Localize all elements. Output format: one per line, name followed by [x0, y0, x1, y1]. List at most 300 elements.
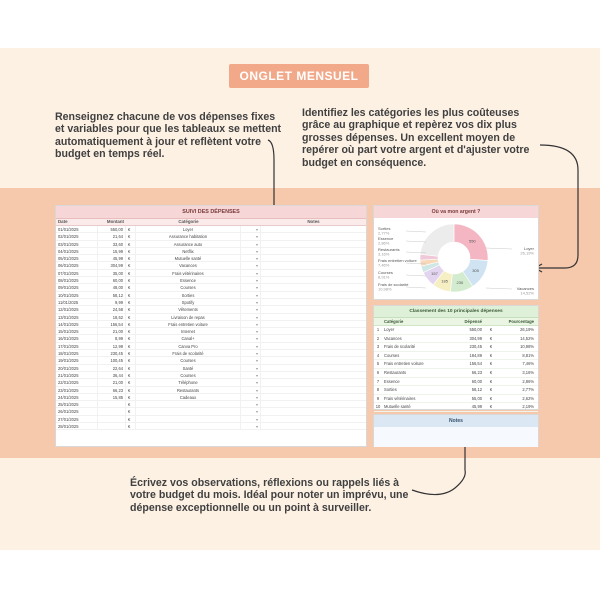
legend-label: Courses	[378, 270, 393, 275]
table-row[interactable]	[56, 401, 366, 408]
cell-categorie[interactable]: Essence	[136, 277, 241, 283]
legend-pct: 14,52%	[520, 290, 534, 296]
annotation-bottom: Écrivez vos observations, réflexions ou rappels liés à votre budget du mois. Idéal pour noter un imprévu, une dépense exceptionnelle ou un point à surveiller.	[130, 477, 409, 514]
legend-pct: 10,98%	[378, 286, 392, 292]
cell-date[interactable]: 08/01/2025	[56, 277, 98, 283]
cell-categorie[interactable]: Mutuelle santé	[136, 255, 241, 261]
cell-montant[interactable]: 21,64	[98, 233, 126, 239]
cell-montant[interactable]: 36,44	[98, 372, 126, 378]
cell-top-amount: 45,99	[471, 404, 482, 410]
cell-top-pct: 2,86%	[522, 378, 534, 384]
cell-notes[interactable]	[261, 387, 366, 393]
spending-chart-sheet	[373, 205, 539, 300]
expense-rows	[56, 226, 366, 430]
cell-notes[interactable]	[261, 270, 366, 276]
cell-montant[interactable]: 60,00	[98, 277, 126, 283]
notes-title: Notes	[374, 415, 538, 427]
cell-date[interactable]: 06/01/2025	[56, 262, 98, 268]
table-row[interactable]	[56, 292, 366, 299]
cell-top-amount: 66,23	[471, 369, 482, 375]
cell-currency: €	[126, 262, 136, 268]
banner-label: ONGLET MENSUEL	[229, 64, 369, 88]
cell-montant[interactable]: 48,00	[98, 284, 126, 290]
cell-categorie[interactable]: Sorties	[136, 292, 241, 298]
table-row[interactable]	[56, 255, 366, 262]
cell-categorie[interactable]	[136, 401, 241, 407]
cell-montant[interactable]: 12,99	[98, 343, 126, 349]
table-row[interactable]	[56, 233, 366, 240]
chevron-down-icon[interactable]: ▾	[241, 262, 261, 268]
cell-montant[interactable]: 230,45	[98, 350, 126, 356]
table-row	[374, 403, 538, 412]
cell-categorie[interactable]: Santé	[136, 365, 241, 371]
cell-notes[interactable]	[261, 365, 366, 371]
chevron-down-icon[interactable]: ▾	[241, 299, 261, 305]
legend-label: Essence	[378, 236, 394, 241]
cell-categorie[interactable]: Frais entretien voiture	[136, 321, 241, 327]
cell-top-pct: 2,77%	[522, 387, 534, 393]
chevron-down-icon[interactable]: ▾	[241, 416, 261, 422]
cell-montant[interactable]	[98, 416, 126, 422]
cell-currency: €	[126, 423, 136, 429]
expense-tracker-header	[56, 219, 366, 226]
cell-date[interactable]: 12/01/2025	[56, 306, 98, 312]
table-row[interactable]	[56, 416, 366, 423]
table-row[interactable]	[56, 321, 366, 328]
cell-montant[interactable]: 45,99	[98, 255, 126, 261]
table-row[interactable]	[56, 387, 366, 394]
notes-sheet	[373, 414, 539, 447]
cell-currency: €	[126, 372, 136, 378]
cell-currency: €	[126, 248, 136, 254]
cell-date[interactable]: 25/01/2025	[56, 401, 98, 407]
cell-categorie[interactable]: Téléphone	[136, 379, 241, 385]
cell-top-pct: 2,19%	[522, 404, 534, 410]
cell-currency: €	[126, 408, 136, 414]
col-currency	[126, 219, 136, 225]
cell-date[interactable]: 20/01/2025	[56, 365, 98, 371]
cell-date[interactable]: 13/01/2025	[56, 314, 98, 320]
cell-currency: €	[126, 350, 136, 356]
cell-currency: €	[126, 343, 136, 349]
cell-notes[interactable]	[261, 248, 366, 254]
cell-montant[interactable]: 21,00	[98, 379, 126, 385]
cell-date[interactable]: 01/01/2025	[56, 226, 98, 232]
table-row[interactable]	[56, 314, 366, 321]
cell-top-amount: 58,12	[471, 387, 482, 393]
cell-top-categorie: Vacances	[384, 335, 402, 341]
cell-top-pct: 10,98%	[520, 344, 534, 350]
cell-date[interactable]: 23/01/2025	[56, 387, 98, 393]
chevron-down-icon[interactable]: ▾	[241, 408, 261, 414]
cell-top-amount: 184,89	[469, 352, 482, 358]
cell-rank: 3	[376, 344, 380, 350]
cell-notes[interactable]	[261, 241, 366, 247]
chevron-down-icon[interactable]: ▾	[241, 233, 261, 239]
chevron-down-icon[interactable]: ▾	[241, 343, 261, 349]
cell-categorie[interactable]: Canal+	[136, 335, 241, 341]
cell-date[interactable]: 11/01/2025	[56, 299, 98, 305]
cell-currency: €	[126, 328, 136, 334]
cell-currency: €	[126, 292, 136, 298]
cell-categorie[interactable]: Netflix	[136, 248, 241, 254]
cell-currency: €	[126, 270, 136, 276]
chevron-down-icon[interactable]: ▾	[241, 372, 261, 378]
chevron-down-icon[interactable]: ▾	[241, 292, 261, 298]
col-top-pct: Pourcentage	[508, 319, 534, 324]
cell-categorie[interactable]: Loyer	[136, 226, 241, 232]
cell-rank: 8	[376, 387, 380, 393]
chevron-down-icon[interactable]: ▾	[241, 350, 261, 356]
cell-notes[interactable]	[261, 233, 366, 239]
chevron-down-icon[interactable]: ▾	[241, 357, 261, 363]
chart-title: Où va mon argent ?	[374, 206, 538, 218]
table-row[interactable]	[56, 350, 366, 357]
cell-date[interactable]: 19/01/2025	[56, 357, 98, 363]
top-expenses-rows	[374, 326, 538, 412]
cell-date[interactable]: 17/01/2025	[56, 343, 98, 349]
cell-top-amount: 304,99	[469, 335, 482, 341]
cell-categorie[interactable]: Assurance auto	[136, 241, 241, 247]
table-row[interactable]	[56, 262, 366, 269]
cell-date[interactable]: 14/01/2025	[56, 321, 98, 327]
cell-notes[interactable]	[261, 292, 366, 298]
expense-tracker-sheet	[55, 205, 367, 447]
cell-top-amount: 60,00	[471, 378, 482, 384]
chevron-down-icon[interactable]: ▾	[241, 226, 261, 232]
cell-notes[interactable]	[261, 408, 366, 414]
top-expenses-sheet	[373, 305, 539, 410]
cell-categorie[interactable]: Canva Pro	[136, 343, 241, 349]
chevron-down-icon[interactable]: ▾	[241, 379, 261, 385]
cell-date[interactable]: 02/01/2025	[56, 233, 98, 239]
cell-notes[interactable]	[261, 226, 366, 232]
pie-slice-autres	[420, 224, 454, 256]
cell-rank: 9	[376, 395, 380, 401]
cell-notes[interactable]	[261, 379, 366, 385]
cell-montant[interactable]: 8,99	[98, 335, 126, 341]
col-top-categorie: Catégorie	[384, 319, 404, 324]
cell-top-pct: 26,19%	[520, 327, 534, 332]
cell-currency: €	[126, 394, 136, 400]
cell-montant[interactable]: 22,64	[98, 365, 126, 371]
cell-categorie[interactable]: Cadeaux	[136, 394, 241, 400]
cell-categorie[interactable]	[136, 416, 241, 422]
chevron-down-icon[interactable]: ▾	[241, 423, 261, 429]
legend-pct: 2,86%	[378, 240, 390, 246]
cell-date[interactable]: 27/01/2025	[56, 416, 98, 422]
cell-montant[interactable]	[98, 401, 126, 407]
cell-montant[interactable]: 21,00	[98, 328, 126, 334]
cell-top-categorie: Essence	[384, 378, 400, 384]
chevron-down-icon[interactable]: ▾	[241, 284, 261, 290]
table-row[interactable]	[56, 335, 366, 342]
cell-notes[interactable]	[261, 262, 366, 268]
cell-date[interactable]: 15/01/2025	[56, 328, 98, 334]
cell-categorie[interactable]: Livraison de repas	[136, 314, 241, 320]
cell-currency: €	[126, 241, 136, 247]
table-row	[374, 369, 538, 378]
cell-montant[interactable]: 35,00	[98, 270, 126, 276]
cell-montant[interactable]: 66,23	[98, 387, 126, 393]
leader-line	[406, 287, 426, 288]
cell-categorie[interactable]: Internet	[136, 328, 241, 334]
table-row[interactable]	[56, 408, 366, 415]
cell-top-pct: 2,62%	[522, 395, 534, 401]
slice-value-label: 185	[441, 278, 448, 284]
legend-label: Sorties	[378, 226, 391, 231]
cell-montant[interactable]: 15,85	[98, 394, 126, 400]
cell-top-currency: €	[489, 361, 493, 367]
slice-value-label: 157	[431, 271, 438, 277]
cell-montant[interactable]: 58,12	[98, 292, 126, 298]
cell-top-categorie: Frais de scolarité	[384, 344, 416, 350]
cell-montant[interactable]: 24,58	[98, 306, 126, 312]
legend-pct: 3,16%	[378, 251, 390, 257]
cell-top-currency: €	[489, 352, 493, 358]
table-row[interactable]	[56, 423, 366, 430]
cell-montant[interactable]	[98, 408, 126, 414]
table-row	[374, 386, 538, 395]
cell-date[interactable]: 09/01/2025	[56, 284, 98, 290]
cell-currency: €	[126, 401, 136, 407]
cell-date[interactable]: 16/01/2025	[56, 335, 98, 341]
legend-label: Frais de scolarité	[378, 282, 409, 287]
cell-notes[interactable]	[261, 350, 366, 356]
cell-date[interactable]: 22/01/2025	[56, 379, 98, 385]
table-row	[374, 343, 538, 352]
cell-currency: €	[126, 299, 136, 305]
table-row	[374, 326, 538, 335]
cell-categorie[interactable]: Vacances	[136, 262, 241, 268]
cell-currency: €	[126, 306, 136, 312]
top-expenses-header	[374, 318, 538, 326]
table-row[interactable]	[56, 306, 366, 313]
table-row[interactable]	[56, 379, 366, 386]
leader-line	[486, 248, 512, 249]
cell-top-pct: 3,16%	[522, 369, 534, 375]
cell-top-currency: €	[489, 344, 493, 350]
cell-date[interactable]: 21/01/2025	[56, 372, 98, 378]
cell-currency: €	[126, 365, 136, 371]
cell-date[interactable]: 07/01/2025	[56, 270, 98, 276]
cell-date[interactable]: 03/01/2025	[56, 241, 98, 247]
cell-categorie[interactable]: Courses	[136, 357, 241, 363]
table-row[interactable]	[56, 372, 366, 379]
table-row[interactable]	[56, 394, 366, 401]
cell-rank: 6	[376, 369, 380, 375]
cell-top-categorie: Restaurants	[384, 369, 407, 375]
col-top-depense: Dépensé	[464, 319, 482, 324]
cell-date[interactable]: 26/01/2025	[56, 408, 98, 414]
table-row[interactable]	[56, 365, 366, 372]
cell-date[interactable]: 10/01/2025	[56, 292, 98, 298]
slice-value-label: 230	[456, 279, 464, 285]
cell-montant[interactable]: 33,60	[98, 241, 126, 247]
table-row[interactable]	[56, 299, 366, 306]
cell-top-categorie: Frais entretien voiture	[384, 361, 424, 367]
cell-categorie[interactable]	[136, 423, 241, 429]
cell-top-currency: €	[489, 404, 493, 410]
table-row[interactable]	[56, 357, 366, 364]
cell-categorie[interactable]	[136, 408, 241, 414]
cell-currency: €	[126, 314, 136, 320]
cell-montant[interactable]: 15,99	[98, 248, 126, 254]
notes-area[interactable]	[374, 427, 538, 447]
cell-currency: €	[126, 387, 136, 393]
cell-notes[interactable]	[261, 277, 366, 283]
cell-currency: €	[126, 321, 136, 327]
top-expenses-title: Classement des 10 principales dépenses	[374, 306, 538, 318]
cell-top-pct: 14,52%	[520, 335, 534, 341]
cell-categorie[interactable]: Restaurants	[136, 387, 241, 393]
cell-currency: €	[126, 357, 136, 363]
cell-montant[interactable]: 18,62	[98, 314, 126, 320]
cell-top-amount: 156,54	[469, 361, 482, 367]
cell-categorie[interactable]: Frais de scolarité	[136, 350, 241, 356]
chevron-down-icon[interactable]: ▾	[241, 255, 261, 261]
cell-top-currency: €	[489, 395, 493, 401]
table-row[interactable]	[56, 277, 366, 284]
chevron-down-icon[interactable]: ▾	[241, 394, 261, 400]
cell-currency: €	[126, 226, 136, 232]
chevron-down-icon[interactable]: ▾	[241, 335, 261, 341]
cell-categorie[interactable]: Courses	[136, 284, 241, 290]
col-categorie: Catégorie	[178, 219, 199, 224]
cell-rank: 10	[375, 404, 381, 410]
cell-notes[interactable]	[261, 299, 366, 305]
leader-line	[406, 231, 426, 232]
chevron-down-icon[interactable]: ▾	[241, 241, 261, 247]
expense-tracker-title: SUIVI DES DÉPENSES	[56, 206, 366, 219]
chevron-down-icon[interactable]: ▾	[241, 401, 261, 407]
legend-pct: 26,19%	[520, 250, 534, 256]
cell-notes[interactable]	[261, 255, 366, 261]
chevron-down-icon[interactable]: ▾	[241, 321, 261, 327]
cell-notes[interactable]	[261, 416, 366, 422]
cell-notes[interactable]	[261, 321, 366, 327]
legend-pct: 2,77%	[378, 230, 390, 236]
cell-notes[interactable]	[261, 335, 366, 341]
table-row[interactable]	[56, 270, 366, 277]
table-row[interactable]	[56, 343, 366, 350]
col-date: Date	[58, 219, 68, 224]
cell-notes[interactable]	[261, 314, 366, 320]
legend-label: Loyer	[523, 246, 534, 251]
cell-currency: €	[126, 233, 136, 239]
cell-notes[interactable]	[261, 372, 366, 378]
col-dropdown	[241, 219, 261, 225]
cell-top-currency: €	[489, 387, 493, 393]
annotation-right: Identifiez les catégories les plus coûteuses grâce au graphique et repèrez vos dix plus grosses dépenses. Un excellent moyen de repérer où part votre argent et d'ajuster votre budget en conséquence.	[302, 107, 530, 169]
cell-rank: 2	[376, 335, 380, 341]
cell-date[interactable]: 18/01/2025	[56, 350, 98, 356]
legend-label: Frais entretien voiture	[378, 258, 417, 263]
cell-notes[interactable]	[261, 306, 366, 312]
chevron-down-icon[interactable]: ▾	[241, 328, 261, 334]
cell-notes[interactable]	[261, 328, 366, 334]
legend-label: Vacances	[516, 286, 534, 291]
cell-montant[interactable]: 304,99	[98, 262, 126, 268]
cell-rank: 1	[376, 327, 380, 332]
cell-top-amount: 230,45	[469, 344, 482, 350]
chevron-down-icon[interactable]: ▾	[241, 387, 261, 393]
cell-montant[interactable]: 100,45	[98, 357, 126, 363]
col-notes: Notes	[307, 219, 320, 224]
cell-date[interactable]: 28/01/2025	[56, 423, 98, 429]
table-row[interactable]	[56, 328, 366, 335]
table-row	[374, 335, 538, 344]
cell-date[interactable]: 05/01/2025	[56, 255, 98, 261]
cell-currency: €	[126, 255, 136, 261]
chevron-down-icon[interactable]: ▾	[241, 365, 261, 371]
leader-line	[406, 241, 426, 242]
table-row[interactable]	[56, 284, 366, 291]
chevron-down-icon[interactable]: ▾	[241, 306, 261, 312]
cell-montant[interactable]: 550,00	[98, 226, 126, 232]
cell-rank: 4	[376, 352, 380, 358]
col-montant: Montant	[106, 219, 124, 224]
table-row	[374, 352, 538, 361]
chevron-down-icon[interactable]: ▾	[241, 270, 261, 276]
table-row[interactable]	[56, 248, 366, 255]
table-row	[374, 378, 538, 387]
cell-top-amount: 55,00	[471, 395, 482, 401]
cell-categorie[interactable]: Vêtements	[136, 306, 241, 312]
legend-label: Restaurants	[378, 247, 400, 252]
cell-rank: 5	[376, 361, 380, 367]
cell-rank: 7	[376, 378, 380, 384]
cell-notes[interactable]	[261, 394, 366, 400]
table-row	[374, 360, 538, 369]
cell-top-categorie: Mutuelle santé	[384, 404, 411, 410]
leader-line	[406, 275, 426, 276]
cell-notes[interactable]	[261, 401, 366, 407]
chevron-down-icon[interactable]: ▾	[241, 248, 261, 254]
table-row	[374, 395, 538, 404]
cell-currency: €	[126, 416, 136, 422]
cell-montant[interactable]: 156,54	[98, 321, 126, 327]
cell-notes[interactable]	[261, 284, 366, 290]
cell-top-pct: 8,81%	[522, 352, 534, 358]
cell-date[interactable]: 24/01/2025	[56, 394, 98, 400]
cell-currency: €	[126, 335, 136, 341]
cell-categorie[interactable]: Assurance habitation	[136, 233, 241, 239]
table-row[interactable]	[56, 226, 366, 233]
chevron-down-icon[interactable]: ▾	[241, 314, 261, 320]
cell-notes[interactable]	[261, 423, 366, 429]
donut-chart	[374, 218, 538, 300]
cell-notes[interactable]	[261, 357, 366, 363]
leader-line	[486, 288, 512, 289]
cell-notes[interactable]	[261, 343, 366, 349]
cell-categorie[interactable]: Frais vétérinaires	[136, 270, 241, 276]
legend-pct: 8,91%	[378, 274, 390, 280]
cell-currency: €	[126, 277, 136, 283]
cell-categorie[interactable]: Spotify	[136, 299, 241, 305]
cell-top-currency: €	[489, 335, 493, 341]
cell-montant[interactable]: 9,99	[98, 299, 126, 305]
cell-currency: €	[126, 379, 136, 385]
cell-date[interactable]: 04/01/2025	[56, 248, 98, 254]
table-row[interactable]	[56, 241, 366, 248]
cell-top-currency: €	[489, 378, 493, 384]
legend-pct: 7,46%	[378, 262, 390, 268]
cell-categorie[interactable]: Courses	[136, 372, 241, 378]
cell-currency: €	[126, 284, 136, 290]
cell-montant[interactable]	[98, 423, 126, 429]
chevron-down-icon[interactable]: ▾	[241, 277, 261, 283]
